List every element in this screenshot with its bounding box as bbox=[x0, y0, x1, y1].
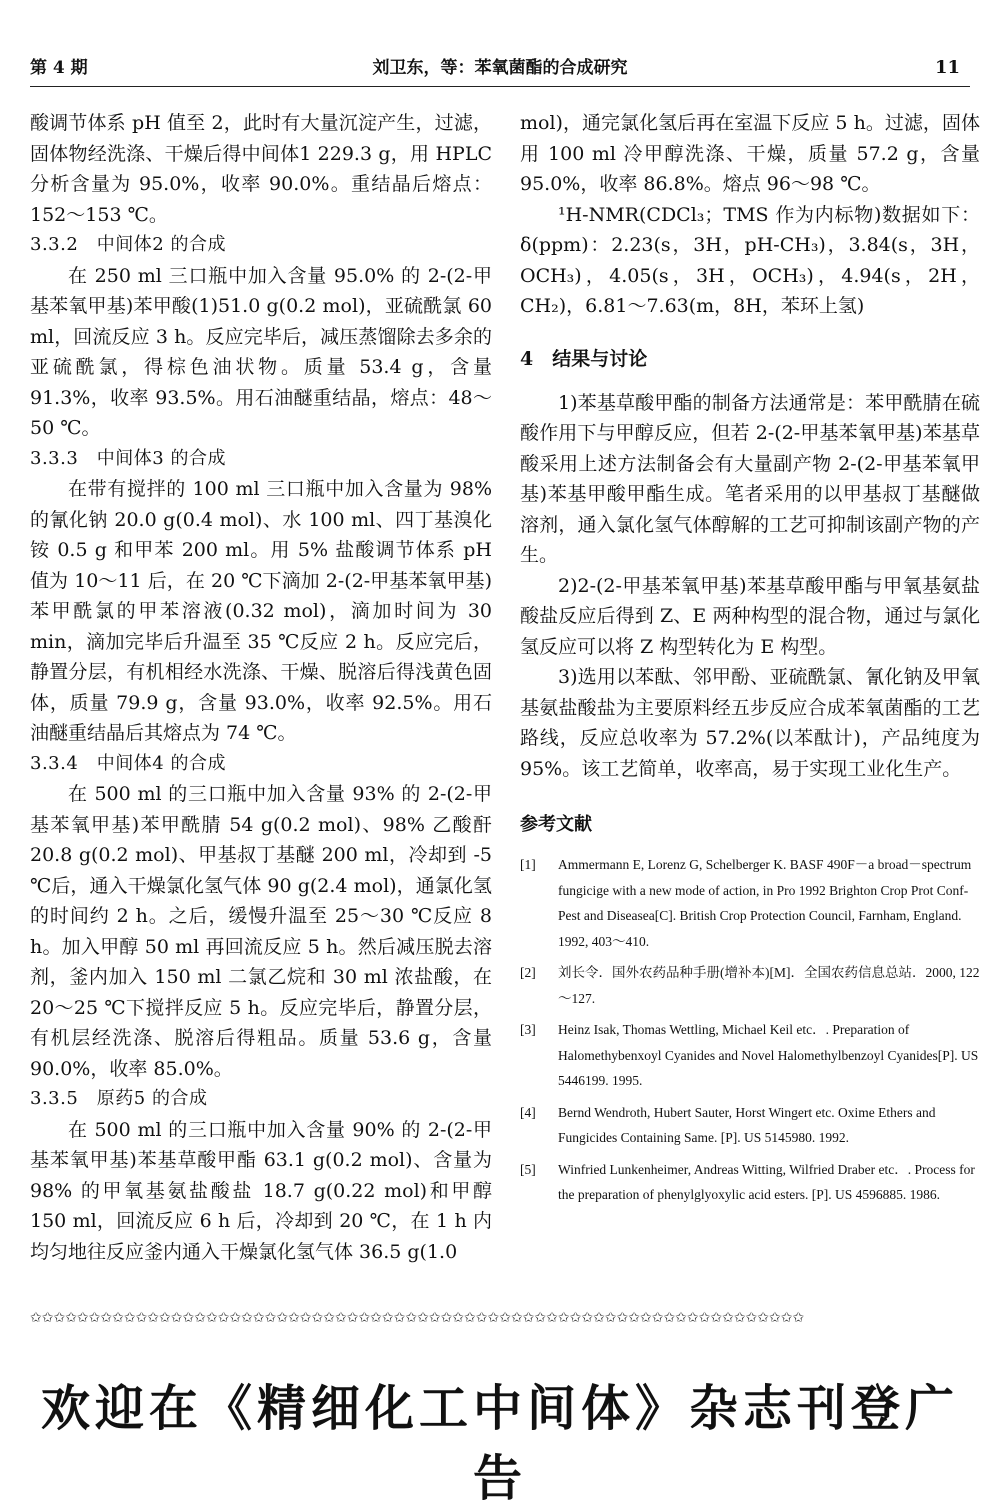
body-paragraph: 1)苯基草酸甲酯的制备方法通常是：苯甲酰腈在硫酸作用下与甲醇反应，但若 2-(2-甲基苯氧甲基)苯基草酸采用上述方法制备会有大量副产物 2-(2-甲基苯氧甲基)苯基甲酸甲酯生成。笔者采用的以甲基叔丁基醚做溶剂，通入氯化氢气体醇解的工艺可抑制该副产物的产生。 bbox=[520, 391, 980, 566]
body-paragraph: mol)，通完氯化氢后再在室温下反应 5 h。过滤，固体用 100 ml 冷甲醇洗涤、干燥，质量 57.2 g，含量 95.0%，收率 86.8%。熔点 96～98 ℃。 bbox=[520, 112, 980, 195]
reference-item bbox=[520, 1017, 980, 1094]
body-paragraph: 2)2-(2-甲基苯氧甲基)苯基草酸甲酯与甲氧基氨盐酸盐反应后得到 Z、E 两种构型的混合物，通过与氯化氢反应可以将 Z 构型转化为 E 构型。 bbox=[520, 574, 980, 658]
body-paragraph: 在 250 ml 三口瓶中加入含量 95.0% 的 2-(2-甲基苯氧甲基)苯甲酸(1)51.0 g(0.2 mol)，亚硫酰氯 60 ml，回流反应 3 h。反应完毕后，减压蒸馏除去多余的亚硫酰氯，得棕色油状物。质量 53.4 g，含量 91.3%，收率 93.5%。用石油醚重结晶，熔点：48～50 ℃。 bbox=[30, 264, 492, 439]
reference-item bbox=[520, 1100, 980, 1151]
reference-text: 刘长令．国外农药品种手册(增补本)[M]．全国农药信息总站．2000, 122～127. bbox=[558, 965, 980, 1006]
reference-number: [1] bbox=[520, 857, 536, 872]
issue-label: 第 4 期 bbox=[30, 58, 88, 78]
body-paragraph: 在 500 ml 的三口瓶中加入含量 93% 的 2-(2-甲基苯氧甲基)苯甲酰腈 54 g(0.2 mol)、98% 乙酸酐 20.8 g(0.2 mol)、甲基叔丁基醚 200 ml，冷却到 -5 ℃后，通入干燥氯化氢气体 90 g(2.4 mol)，通氯化氢的时间约 2 h。之后，缓慢升温至 25～30 ℃反应 8 h。加入甲醇 50 ml 再回流反应 5 h。然后减压脱去溶剂，釜内加入 150 ml 二氯乙烷和 30 ml 浓盐酸，在 20～25 ℃下搅拌反应 5 h。反应完毕后，静置分层，有机层经洗涤、脱溶后得粗品。质量 53.6 g，含量 90.0%，收率 85.0%。 bbox=[30, 783, 492, 1080]
subsection-heading: 3.3.4 中间体4 的合成 bbox=[30, 752, 226, 774]
reference-number: [4] bbox=[520, 1104, 536, 1120]
reference-number: [2] bbox=[520, 965, 536, 980]
decorative-divider: ✩✩✩✩✩✩✩✩✩✩✩✩✩✩✩✩✩✩✩✩✩✩✩✩✩✩✩✩✩✩✩✩✩✩✩✩✩✩✩✩✩✩✩✩✩✩✩✩✩✩✩✩✩✩✩✩✩✩✩✩✩✩✩✩✩✩ bbox=[30, 1310, 805, 1326]
subsection-heading: 3.3.2 中间体2 的合成 bbox=[30, 234, 226, 255]
running-title: 刘卫东，等：苯氧菌酯的合成研究 bbox=[372, 58, 628, 78]
reference-text: Bernd Wendroth, Hubert Sauter, Horst Wingert etc. Oxime Ethers and Fungicides Containing Same. [P]. US 5145980. 1992. bbox=[558, 1104, 936, 1145]
reference-item bbox=[520, 1157, 980, 1208]
body-paragraph: 酸调节体系 pH 值至 2，此时有大量沉淀产生，过滤，固体物经洗涤、干燥后得中间体1 229.3 g，用 HPLC 分析含量为 95.0%，收率 90.0%。重结晶后熔点：152～153 ℃。 bbox=[30, 112, 492, 226]
right-column-body bbox=[520, 108, 980, 784]
reference-item bbox=[520, 960, 980, 1011]
section-heading: 4 结果与讨论 bbox=[520, 347, 648, 370]
reference-text: Winfried Lunkenheimer, Andreas Witting, Wilfried Draber etc．. Process for the preparation of phenylglyoxylic acid esters. [P]. US 4596885. 1986. bbox=[558, 1161, 975, 1202]
reference-text: Ammermann E, Lorenz G, Schelberger K. BASF 490F－a broad－spectrum fungicige with a new mode of action, in Pro 1992 Brighton Crop Prot Conf-Pest and Diseasea[C]. British Crop Protection Council, Farnham, England. 1992, 403～410. bbox=[558, 857, 972, 949]
reference-item bbox=[520, 852, 980, 954]
reference-number: [5] bbox=[520, 1161, 536, 1177]
body-paragraph: 在带有搅拌的 100 ml 三口瓶中加入含量为 98% 的氰化钠 20.0 g(0.4 mol)、水 100 ml、四丁基溴化铵 0.5 g 和甲苯 200 ml。用 5% 盐酸调节体系 pH 值为 10～11 后，在 20 ℃下滴加 2-(2-甲基苯氧甲基)苯甲酰氯的甲苯溶液(0.32 mol)，滴加时间为 30 min，滴加完毕后升温至 35 ℃反应 2 h。反应完后，静置分层，有机相经水洗涤、干燥、脱溶后得浅黄色固体，质量 79.9 g，含量 93.0%，收率 92.5%。用石油醚重结晶后其熔点为 74 ℃。 bbox=[30, 478, 492, 744]
advertisement-banner: 欢迎在《精细化工中间体》杂志刊登广告 bbox=[40, 1379, 959, 1507]
page-number: 11 bbox=[934, 57, 960, 78]
references-heading: 参考文献 bbox=[520, 814, 592, 835]
right-column bbox=[520, 108, 980, 1214]
header-rule bbox=[30, 86, 970, 87]
reference-number: [3] bbox=[520, 1022, 536, 1037]
body-paragraph: 在 500 ml 的三口瓶中加入含量 90% 的 2-(2-甲基苯氧甲基)苯基草酸甲酯 63.1 g(0.2 mol)、含量为 98% 的甲氧基氨盐酸盐 18.7 g(0.22 mol)和甲醇 150 ml，回流反应 6 h 后，冷却到 20 ℃，在 1 h 内均匀地往反应釜内通入干燥氯化氢气体 36.5 g(1.0 bbox=[30, 1118, 492, 1263]
subsection-heading: 3.3.5 原药5 的合成 bbox=[30, 1088, 208, 1109]
reference-list bbox=[520, 852, 980, 1208]
reference-text: Heinz Isak, Thomas Wettling, Michael Keil etc．. Preparation of Halomethybenxoyl Cyanides and Novel Halomethylbenzoyl Cyanides[P]. US 5446199. 1995. bbox=[558, 1022, 979, 1088]
subsection-heading: 3.3.3 中间体3 的合成 bbox=[30, 447, 226, 469]
left-column bbox=[30, 108, 492, 1267]
running-header bbox=[30, 56, 970, 86]
body-paragraph: 3)选用以苯酞、邻甲酚、亚硫酰氯、氰化钠及甲氧基氨盐酸盐为主要原料经五步反应合成苯氧菌酯的工艺路线，反应总收率为 57.2%(以苯酞计)，产品纯度为 95%。该工艺简单，收率高，易于实现工业化生产。 bbox=[520, 666, 980, 780]
body-paragraph: ¹H-NMR(CDCl₃；TMS 作为内标物)数据如下：δ(ppm)：2.23(s，3H，pH-CH₃)，3.84(s，3H，OCH₃)，4.05(s，3H，OCH₃)，4.94(s，2H，CH₂)，6.81～7.63(m，8H，苯环上氢) bbox=[520, 203, 980, 317]
